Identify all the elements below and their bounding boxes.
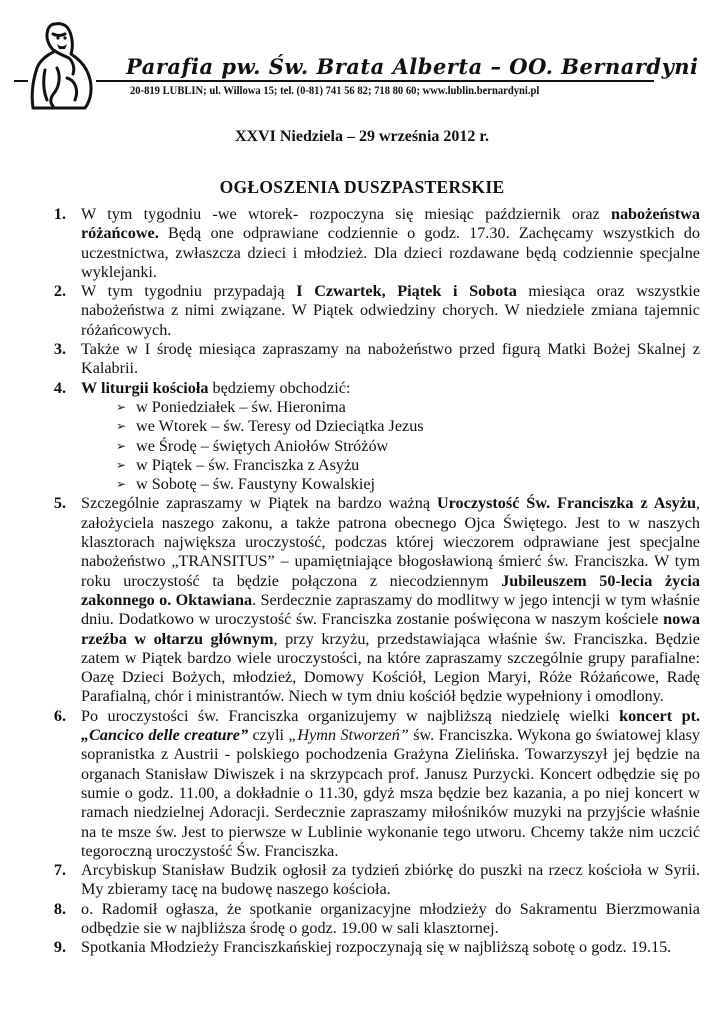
announcement-item <box>40 938 700 957</box>
announcement-text: Także w I środę miesiąca zapraszamy na nabożeństwo przed figurą Matki Bożej Skalnej z Kalabrii. <box>81 340 700 378</box>
friar-figure-logo <box>25 18 99 110</box>
liturgy-subitem: ➢ we Wtorek – św. Teresy od Dzieciątka Jezus <box>116 417 424 436</box>
section-title: OGŁOSZENIA DUSZPASTERSKIE <box>219 177 505 197</box>
arrow-bullet-icon: ➢ <box>116 438 127 453</box>
announcement-item <box>40 282 700 340</box>
arrow-bullet-icon: ➢ <box>116 419 127 434</box>
announcement-number: 9. <box>53 938 66 957</box>
announcement-number: 1. <box>53 205 66 223</box>
announcement-number: 7. <box>53 861 66 880</box>
announcement-item <box>40 861 700 900</box>
announcement-number: 3. <box>53 340 66 359</box>
announcement-text: W tym tygodniu -we wtorek- rozpoczyna się miesiąc październik oraz nabożeństwa różańcowe. Będą one odprawiane codziennie o godz. 17.30. Zachęcamy wszystkich do uczestnictwa, zwłaszcza dzieci i młodzież. Dla dzieci rozdawane będą codziennie specjalne wyklejanki. <box>81 205 700 281</box>
announcement-item <box>40 707 700 861</box>
parish-address: 20-819 LUBLIN; ul. Willowa 15; tel. (0-81) 741 56 82; 718 80 60; www.lublin.bernardyni.pl <box>130 85 540 97</box>
announcement-text: o. Radomił ogłasza, że spotkanie organizacyjne młodzieży do Sakramentu Bierzmowania odbędzie sie w najbliższa środę o godz. 19.00 w sali klasztornej. <box>81 899 700 937</box>
date-title: XXVI Niedziela – 29 września 2012 r. <box>234 128 490 145</box>
announcement-text: W tym tygodniu przypadają I Czwartek, Piątek i Sobota miesiąca oraz wszystkie nabożeństwa z nimi związane. W Piątek odwiedziny chorych. W niedziele zmiana tajemnic różańcowych. <box>81 282 701 339</box>
announcement-number: 2. <box>53 282 66 301</box>
announcement-text: W liturgii kościoła będziemy obchodzić: <box>81 378 351 397</box>
liturgy-subitem: ➢ w Sobotę – św. Faustyny Kowalskiej <box>116 475 376 494</box>
announcement-number: 4. <box>53 378 66 397</box>
announcement-item <box>40 494 700 706</box>
announcement-item <box>40 379 700 495</box>
announcement-number: 8. <box>53 899 66 918</box>
liturgy-subitem: ➢ w Poniedziałek – św. Hieronima <box>116 397 346 416</box>
announcement-number: 5. <box>53 494 66 513</box>
liturgy-subitem: ➢ w Piątek – św. Franciszka z Asyżu <box>116 455 360 474</box>
announcement-text: Spotkania Młodzieży Franciszkańskiej rozpoczynają się w najbliższą sobotę o godz. 19.15. <box>81 938 672 957</box>
announcement-text: Po uroczystości św. Franciszka organizujemy w najbliższą niedzielę wielki koncert pt. „Cancico delle creature” czyli „Hymn Stworzeń” św. Franciszka. Wykona go światowej klasy sopranistka z Austrii - polskiego pochodzenia Grażyna Zielińska. Towarzyszył jej będzie na organach Stanisław Diwiszek i na skrzypcach prof. Janusz Purzycki. Koncert odbędzie się po sumie o godz. 11.00, a dokładnie o 11.30, gdyż msza będzie bez kazania, a po niej koncert w ramach niedzielnej Adoracji. Serdecznie zapraszamy miłośników muzyki na przyjście właśnie na te msze św. Jest to pierwsze w Lublinie wykonanie tego utworu. Chcemy także nim uczcić tegoroczną uroczystość Św. Franciszka. <box>81 706 701 860</box>
arrow-bullet-icon: ➢ <box>116 457 127 472</box>
header-rule-left <box>14 80 28 82</box>
liturgy-subitem: ➢ we Środę – świętych Aniołów Stróżów <box>116 436 389 455</box>
announcements-list <box>40 205 700 958</box>
announcement-item <box>40 340 700 379</box>
arrow-bullet-icon: ➢ <box>116 399 127 414</box>
announcement-text: Arcybiskup Stanisław Budzik ogłosił za tydzień zbiórkę do puszki na rzecz kościoła w Syrii. My zbieramy tacę na budowę naszego kościoła. <box>81 861 700 899</box>
announcement-text: Szczególnie zapraszamy w Piątek na bardzo ważną Uroczystość Św. Franciszka z Asyżu, założyciela naszego zakonu, a także patrona obecnego Ojca Świętego. Jest to w naszych klasztorach największa uroczystość, podczas której wieczorem odprawiane jest specjalne nabożeństwo „TRANSITUS” – upamiętniające błogosławioną śmierć św. Franciszka. W tym roku uroczystość ta będzie połączona z niecodziennym Jubileuszem 50-lecia życia zakonnego o. Oktawiana. Serdecznie zapraszamy do modlitwy w jego intencji w tym właśnie dniu. Dodatkowo w uroczystość św. Franciszka zostanie poświęcona w naszym kościele nowa rzeźba w ołtarzu głównym, przy krzyżu, przedstawiająca właśnie św. Franciszka. Będzie zatem w Piątek bardzo wiele uroczystości, na które zapraszamy szczególnie grupy parafialne: Oazę Dzieci Bożych, młodzież, Domowy Kościół, Legion Maryi, Róże Różańcowe, Radę Parafialną, chór i ministrantów. Niech w tym dniu kościół będzie wypełniony i omodlony. <box>81 494 701 706</box>
liturgy-sublist <box>81 398 700 494</box>
parish-title: Parafia pw. Św. Brata Alberta – OO. Bernardyni <box>126 54 699 79</box>
arrow-bullet-icon: ➢ <box>116 477 127 492</box>
announcement-item <box>40 900 700 939</box>
announcement-item <box>40 205 700 282</box>
header-rule-right <box>96 80 654 82</box>
announcement-number: 6. <box>53 706 66 725</box>
